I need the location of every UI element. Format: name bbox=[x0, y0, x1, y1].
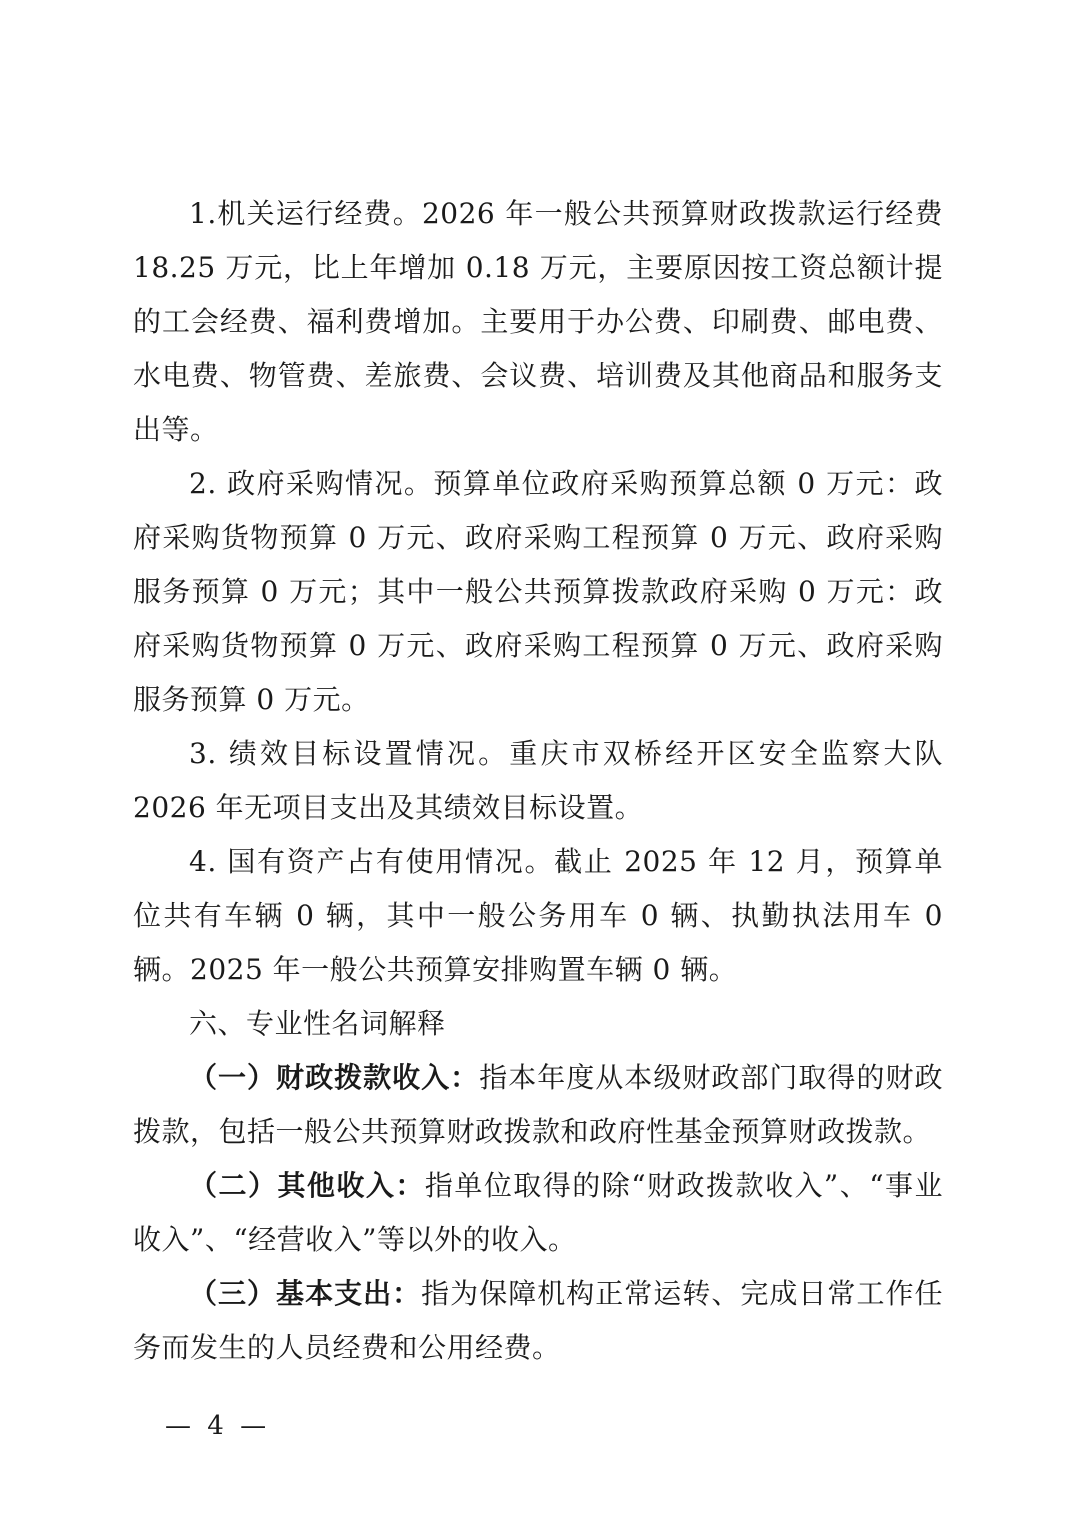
definition-basic-expenditure bbox=[133, 1267, 943, 1375]
definition-other-income bbox=[133, 1159, 943, 1267]
page-number: — 4 — bbox=[165, 1411, 271, 1441]
definition-text: 指单位取得的除“财政拨款收入”、“事业收入”、“经营收入”等以外的收入。 bbox=[133, 1169, 943, 1256]
paragraph-operating-expenses: 1.机关运行经费。2026 年一般公共预算财政拨款运行经费 18.25 万元，比上年增加 0.18 万元，主要原因按工资总额计提的工会经费、福利费增加。主要用于办公费、印刷费、邮电费、水电费、物管费、差旅费、会议费、培训费及其他商品和服务支出等。 bbox=[133, 197, 943, 446]
definition-term: （一）财政拨款收入： bbox=[189, 1061, 480, 1094]
paragraph-performance-targets: 3. 绩效目标设置情况。重庆市双桥经开区安全监察大队 2026 年无项目支出及其绩效目标设置。 bbox=[133, 737, 943, 824]
paragraph-government-procurement: 2. 政府采购情况。预算单位政府采购预算总额 0 万元：政府采购货物预算 0 万元、政府采购工程预算 0 万元、政府采购服务预算 0 万元；其中一般公共预算拨款政府采购 0 万元：政府采购货物预算 0 万元、政府采购工程预算 0 万元、政府采购服务预算 0 万元。 bbox=[133, 467, 943, 716]
definition-term: （二）其他收入： bbox=[189, 1169, 425, 1202]
body-text bbox=[133, 187, 943, 1375]
definition-text: 指本年度从本级财政部门取得的财政拨款，包括一般公共预算财政拨款和政府性基金预算财政拨款。 bbox=[133, 1061, 943, 1148]
section-heading-terms: 六、专业性名词解释 bbox=[189, 1007, 446, 1040]
definition-fiscal-appropriation bbox=[133, 1051, 943, 1159]
definition-text: 指为保障机构正常运转、完成日常工作任务而发生的人员经费和公用经费。 bbox=[133, 1277, 943, 1364]
definition-term: （三）基本支出： bbox=[189, 1277, 422, 1310]
paragraph-state-assets: 4. 国有资产占有使用情况。截止 2025 年 12 月，预算单位共有车辆 0 辆，其中一般公务用车 0 辆、执勤执法用车 0 辆。2025 年一般公共预算安排购置车辆 0 辆。 bbox=[133, 845, 943, 986]
